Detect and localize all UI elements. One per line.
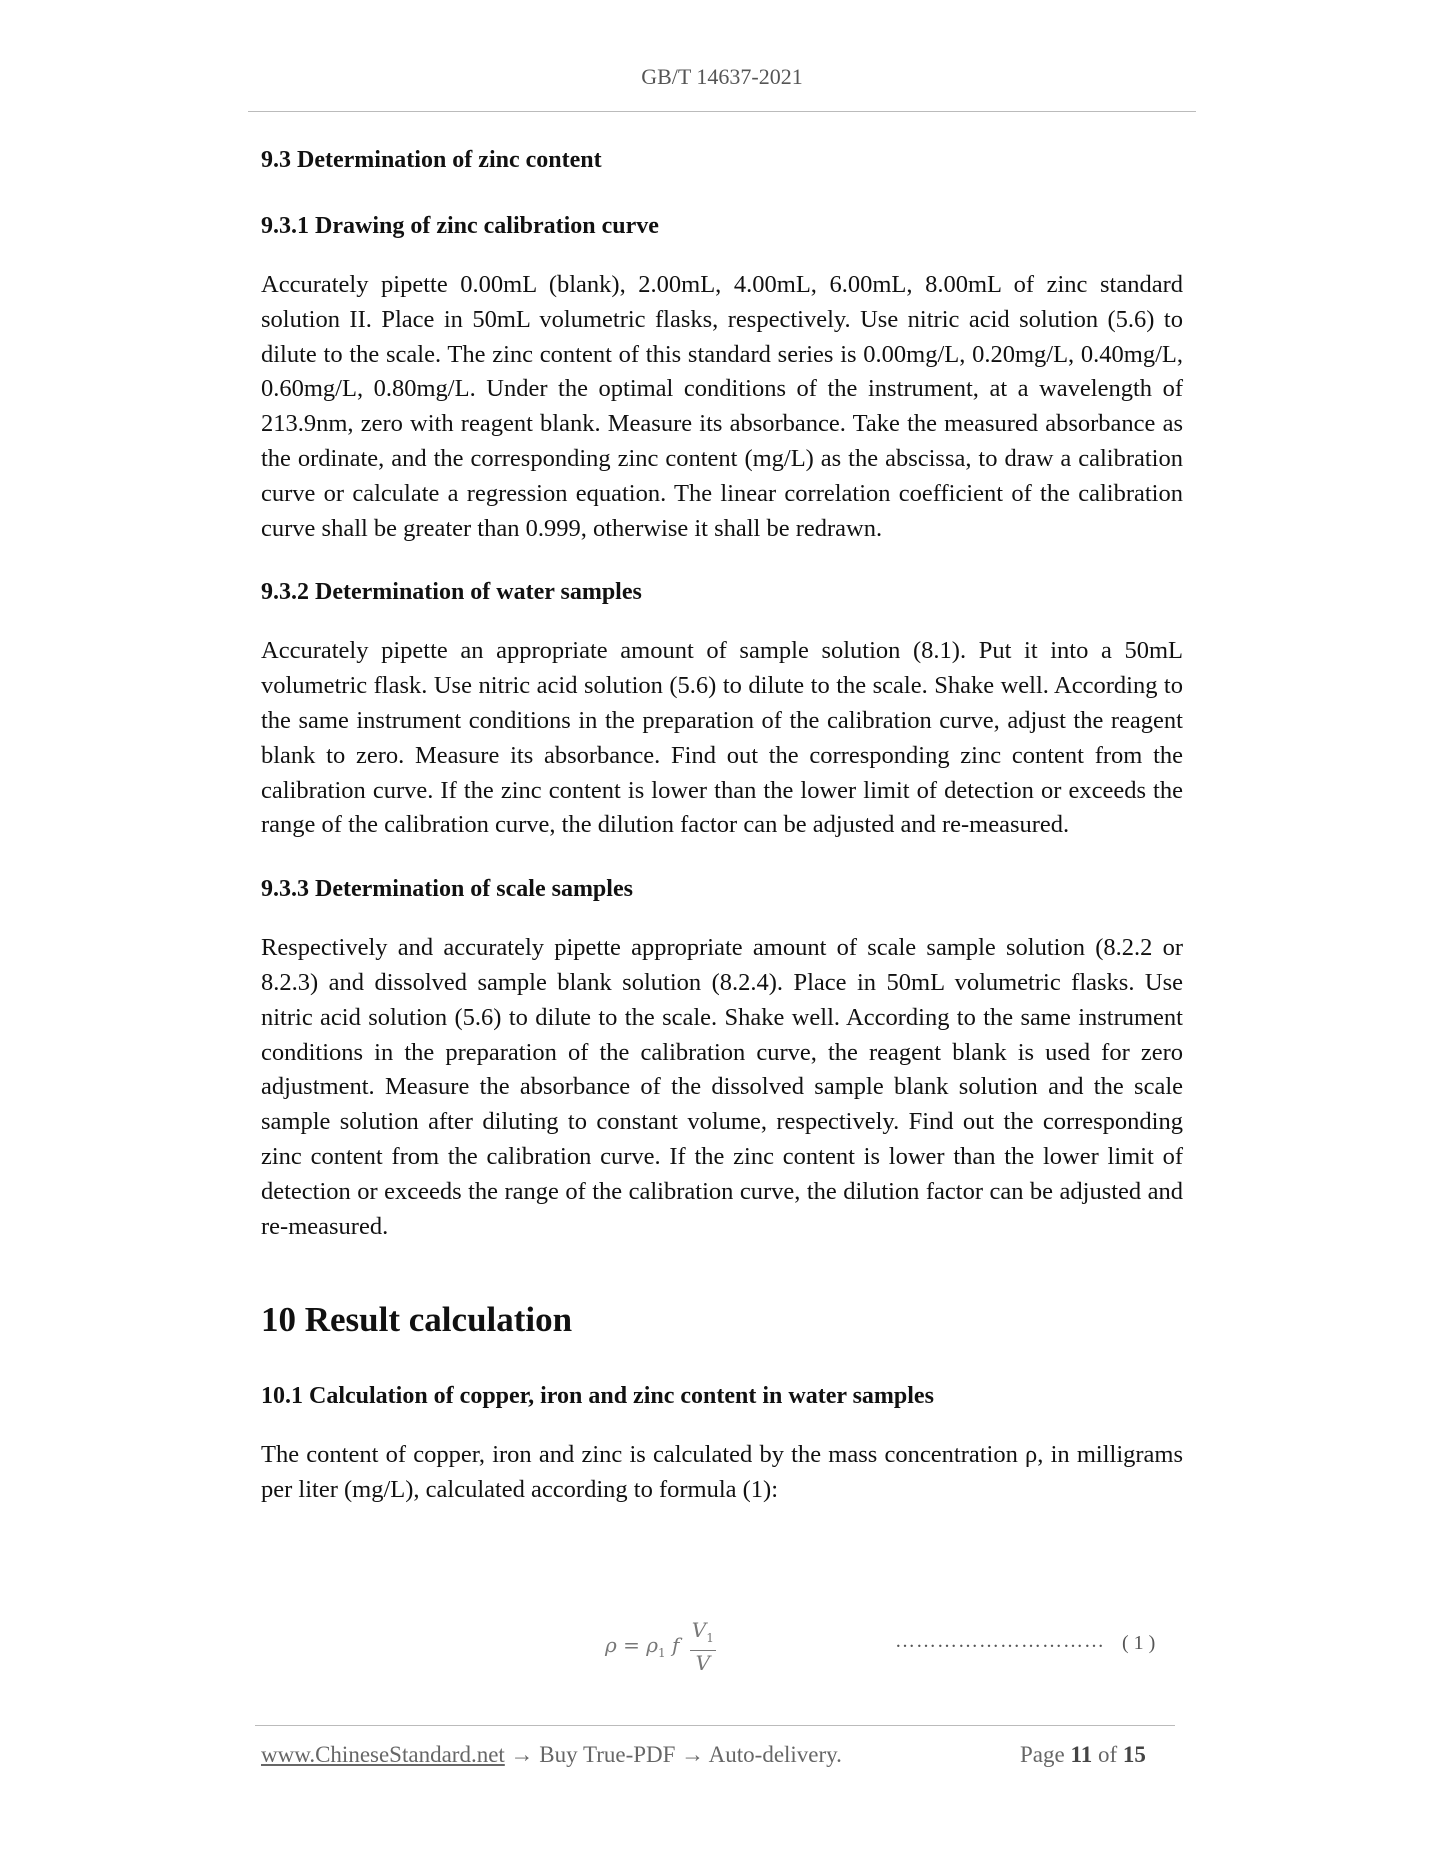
formula-fraction [690, 1618, 716, 1675]
formula-f: f [672, 1633, 680, 1657]
of-label: of [1097, 1742, 1118, 1767]
section-9-3-1-heading: 9.3.1 Drawing of zinc calibration curve [261, 213, 659, 239]
formula-lhs: ρ [605, 1633, 617, 1657]
page-label: Page [1020, 1742, 1065, 1767]
footer-divider [255, 1725, 1175, 1726]
section-9-3-3-heading: 9.3.3 Determination of scale samples [261, 876, 633, 903]
section-10-1-heading: 10.1 Calculation of copper, iron and zinc content in water samples [261, 1383, 934, 1410]
section-10-heading: 10 Result calculation [261, 1300, 573, 1340]
header-divider [248, 111, 1196, 112]
footer-left [261, 1742, 842, 1768]
formula-number: ( 1 ) [1122, 1632, 1156, 1654]
document-body [261, 140, 1183, 1508]
formula-leader-dots: ………………………… [895, 1630, 1105, 1652]
section-9-3-1-paragraph: Accurately pipette 0.00mL (blank), 2.00mL, 4.00mL, 6.00mL, 8.00mL of zinc standard solution II. Place in 50mL volumetric flasks, respectively. Use nitric acid solution (5.6) to dilute to the scale. The zinc content of this standard series is 0.00mg/L, 0.20mg/L, 0.40mg/L, 0.60mg/L, 0.80mg/L. Under the optimal conditions of the instrument, at a wavelength of 213.9nm, zero with reagent blank. Measure its absorbance. Take the measured absorbance as the ordinate, and the corresponding zinc content (mg/L) as the abscissa, to draw a calibration curve or calculate a regression equation. The linear correlation coefficient of the calibration curve shall be greater than 0.999, otherwise it shall be redrawn. [261, 271, 1183, 542]
page-indicator [1020, 1742, 1146, 1768]
page-header: GB/T 14637-2021 [641, 64, 803, 89]
page-current: 11 [1070, 1742, 1093, 1767]
formula-1 [0, 1610, 1445, 1675]
section-9-3-2-paragraph: Accurately pipette an appropriate amount of sample solution (8.1). Put it into a 50mL volumetric flask. Use nitric acid solution (5.6) to dilute to the scale. Shake well. According to the same instrument conditions in the preparation of the calibration curve, adjust the reagent blank to zero. Measure its absorbance. Find out the corresponding zinc content from the calibration curve. If the zinc content is lower than the lower limit of detection or exceeds the range of the calibration curve, the dilution factor can be adjusted and re-measured. [261, 637, 1183, 839]
section-9-3-3-paragraph: Respectively and accurately pipette appropriate amount of scale sample solution (8.2.2 or 8.2.3) and dissolved sample blank solution (8.2.4). Place in 50mL volumetric flasks. Use nitric acid solution (5.6) to dilute to the scale. Shake well. According to the same instrument conditions in the preparation of the calibration curve, the reagent blank is used for zero adjustment. Measure the absorbance of the dissolved sample blank solution and the scale sample solution after diluting to constant volume, respectively. Find out the corresponding zinc content from the calibration curve. If the zinc content is lower than the lower limit of detection or exceeds the range of the calibration curve, the dilution factor can be adjusted and re-measured. [261, 934, 1183, 1240]
section-9-3-2-heading: 9.3.2 Determination of water samples [261, 579, 642, 606]
formula-denominator: V [695, 1651, 711, 1675]
formula-rho1-sub: 1 [658, 1646, 666, 1660]
page-total: 15 [1122, 1742, 1146, 1767]
formula-equals: = [623, 1633, 640, 1657]
section-9-3-heading: 9.3 Determination of zinc content [261, 147, 602, 173]
footer-tagline: → Buy True-PDF → Auto-delivery. [504, 1742, 842, 1767]
formula-numerator: $V_1$ [690, 1618, 716, 1651]
formula-rho1: ρ [646, 1633, 659, 1657]
site-link[interactable]: www.ChineseStandard.net [261, 1742, 505, 1767]
formula-expression [605, 1618, 716, 1675]
section-10-1-paragraph: The content of copper, iron and zinc is calculated by the mass concentration ρ, in milligrams per liter (mg/L), calculated according to formula (1): [261, 1441, 1183, 1504]
